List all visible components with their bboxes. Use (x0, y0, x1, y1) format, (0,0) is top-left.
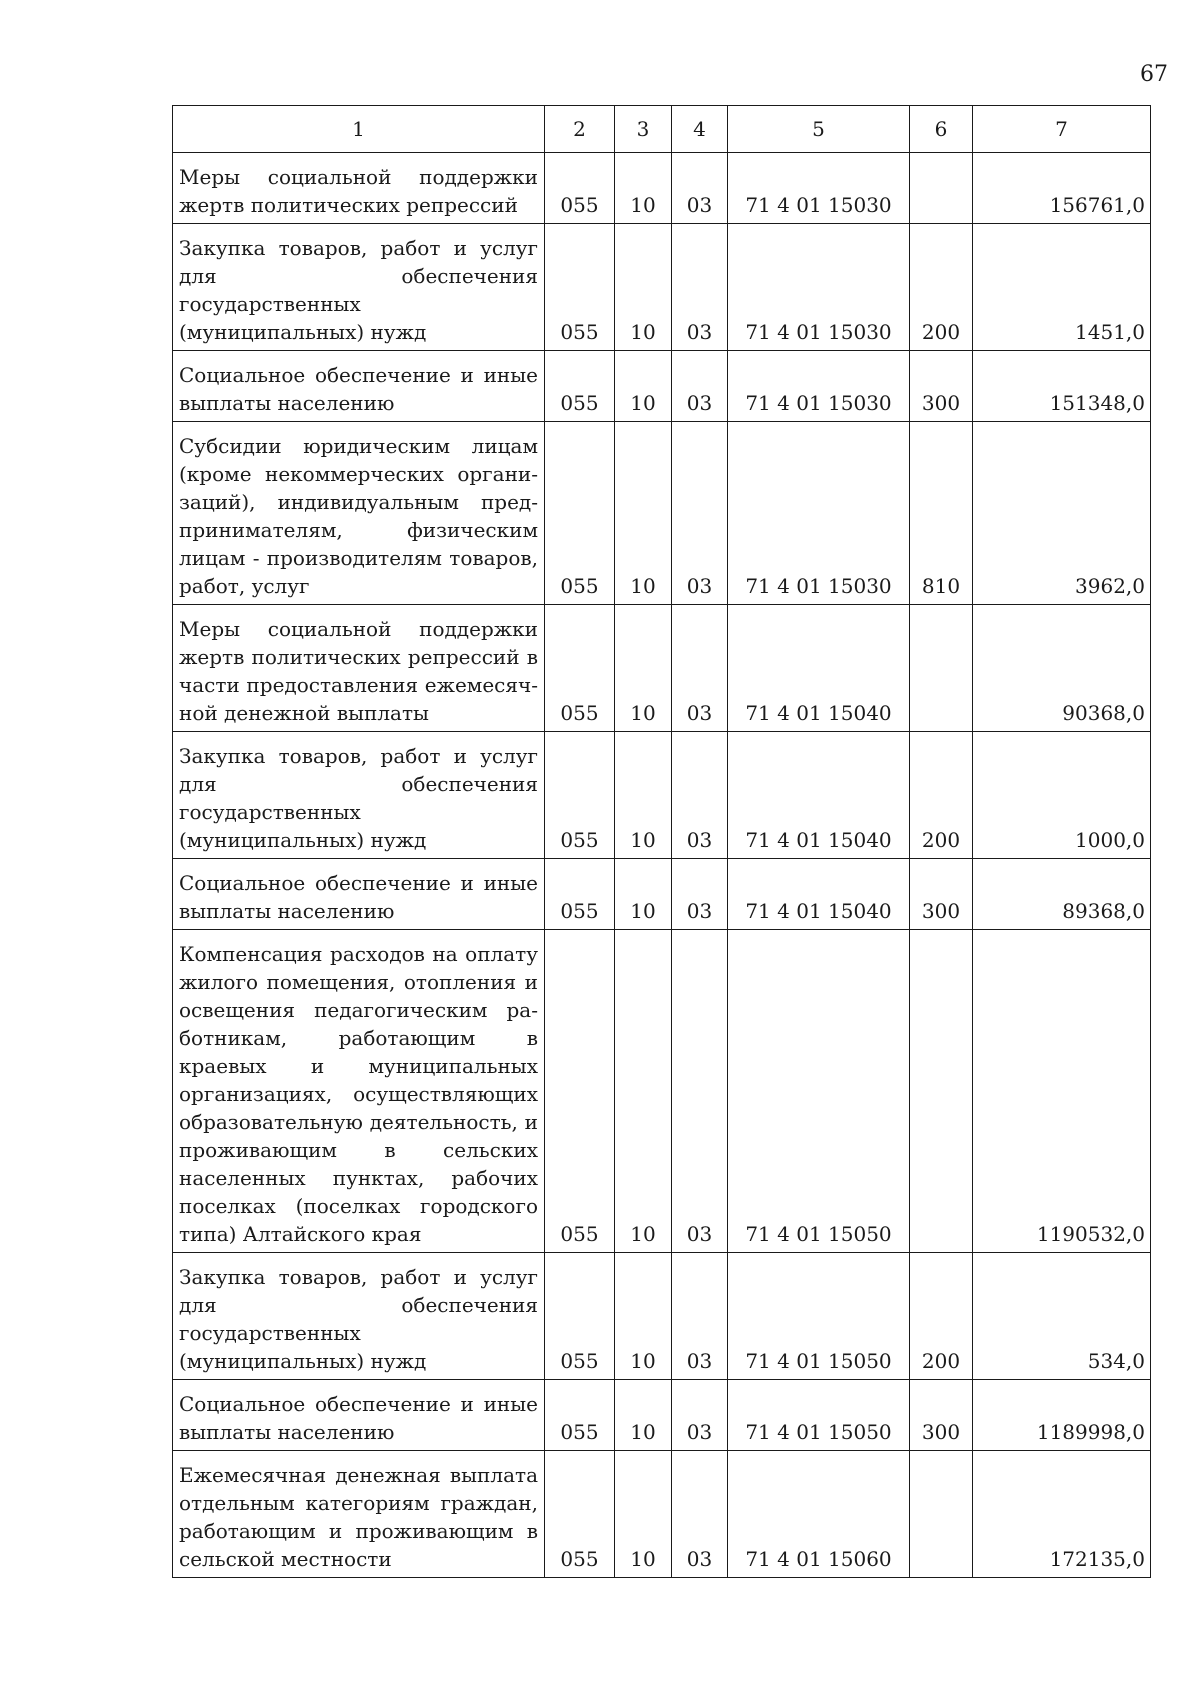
row-subsection: 03 (672, 422, 728, 605)
row-target-code: 71 4 01 15050 (728, 1380, 910, 1451)
table-row (173, 732, 1151, 859)
row-expense-type: 300 (910, 1380, 973, 1451)
row-expense-type (910, 930, 973, 1253)
row-amount: 1451,0 (973, 224, 1151, 351)
page-number: 67 (1140, 62, 1168, 87)
row-expense-type: 810 (910, 422, 973, 605)
table-row (173, 1380, 1151, 1451)
row-expense-type: 300 (910, 859, 973, 930)
row-name: Меры социальной поддержки жертв политических репрессий в части предоставления ежемесячной денежной выплаты (173, 605, 545, 732)
row-target-code: 71 4 01 15030 (728, 224, 910, 351)
table-row (173, 1451, 1151, 1578)
row-section: 10 (615, 930, 672, 1253)
row-name: Компенсация расходов на оплату жилого помещения, отопления и освещения педагогическим работникам, работающим в краевых и муниципальных организациях, осуществляющих образовательную деятельность, и проживающим в сельских населенных пунктах, рабочих поселках (поселках городского типа) Алтайского края (173, 930, 545, 1253)
row-section: 10 (615, 1253, 672, 1380)
row-section: 10 (615, 351, 672, 422)
budget-table (172, 105, 1151, 1578)
row-amount: 3962,0 (973, 422, 1151, 605)
row-amount: 89368,0 (973, 859, 1151, 930)
header-col-4: 4 (672, 106, 728, 153)
table-row (173, 1253, 1151, 1380)
header-col-7: 7 (973, 106, 1151, 153)
row-admin-code: 055 (545, 1451, 615, 1578)
row-target-code: 71 4 01 15030 (728, 351, 910, 422)
row-target-code: 71 4 01 15030 (728, 422, 910, 605)
row-expense-type (910, 1451, 973, 1578)
row-expense-type: 200 (910, 732, 973, 859)
table-row (173, 605, 1151, 732)
table-row (173, 224, 1151, 351)
row-admin-code: 055 (545, 422, 615, 605)
row-subsection: 03 (672, 732, 728, 859)
row-target-code: 71 4 01 15040 (728, 859, 910, 930)
row-amount: 172135,0 (973, 1451, 1151, 1578)
row-section: 10 (615, 732, 672, 859)
row-subsection: 03 (672, 605, 728, 732)
row-subsection: 03 (672, 224, 728, 351)
row-subsection: 03 (672, 153, 728, 224)
row-target-code: 71 4 01 15030 (728, 153, 910, 224)
row-amount: 156761,0 (973, 153, 1151, 224)
row-target-code: 71 4 01 15050 (728, 1253, 910, 1380)
row-subsection: 03 (672, 1380, 728, 1451)
row-name: Субсидии юридическим лицам (кроме некоммерческих организаций), индивидуальным предпринимателям, физическим лицам - производителям товаров, работ, услуг (173, 422, 545, 605)
row-amount: 151348,0 (973, 351, 1151, 422)
row-section: 10 (615, 1380, 672, 1451)
table-row (173, 153, 1151, 224)
row-subsection: 03 (672, 351, 728, 422)
table-row (173, 859, 1151, 930)
header-col-5: 5 (728, 106, 910, 153)
row-name: Социальное обеспечение и иные выплаты населению (173, 1380, 545, 1451)
row-amount: 1190532,0 (973, 930, 1151, 1253)
row-section: 10 (615, 422, 672, 605)
row-admin-code: 055 (545, 224, 615, 351)
header-col-6: 6 (910, 106, 973, 153)
row-target-code: 71 4 01 15050 (728, 930, 910, 1253)
row-name: Закупка товаров, работ и услуг для обеспечения государственных (муниципальных) нужд (173, 732, 545, 859)
row-expense-type: 200 (910, 224, 973, 351)
row-expense-type (910, 605, 973, 732)
table-row (173, 422, 1151, 605)
header-col-2: 2 (545, 106, 615, 153)
row-amount: 1000,0 (973, 732, 1151, 859)
table-body (173, 153, 1151, 1578)
header-col-1: 1 (173, 106, 545, 153)
row-section: 10 (615, 153, 672, 224)
row-target-code: 71 4 01 15060 (728, 1451, 910, 1578)
row-subsection: 03 (672, 930, 728, 1253)
table-header (173, 106, 1151, 153)
table-row (173, 351, 1151, 422)
row-name: Закупка товаров, работ и услуг для обеспечения государственных (муниципальных) нужд (173, 224, 545, 351)
row-section: 10 (615, 1451, 672, 1578)
header-row (173, 106, 1151, 153)
row-admin-code: 055 (545, 732, 615, 859)
row-amount: 90368,0 (973, 605, 1151, 732)
row-name: Социальное обеспечение и иные выплаты населению (173, 859, 545, 930)
header-col-3: 3 (615, 106, 672, 153)
row-admin-code: 055 (545, 605, 615, 732)
row-name: Социальное обеспечение и иные выплаты населению (173, 351, 545, 422)
table-row (173, 930, 1151, 1253)
row-admin-code: 055 (545, 351, 615, 422)
row-section: 10 (615, 859, 672, 930)
row-admin-code: 055 (545, 859, 615, 930)
row-amount: 534,0 (973, 1253, 1151, 1380)
row-admin-code: 055 (545, 153, 615, 224)
row-name: Закупка товаров, работ и услуг для обеспечения государственных (муниципальных) нужд (173, 1253, 545, 1380)
row-subsection: 03 (672, 1451, 728, 1578)
row-expense-type: 200 (910, 1253, 973, 1380)
row-target-code: 71 4 01 15040 (728, 732, 910, 859)
row-name: Меры социальной поддержки жертв политических репрессий (173, 153, 545, 224)
row-expense-type: 300 (910, 351, 973, 422)
row-subsection: 03 (672, 859, 728, 930)
row-target-code: 71 4 01 15040 (728, 605, 910, 732)
row-admin-code: 055 (545, 1253, 615, 1380)
row-expense-type (910, 153, 973, 224)
row-admin-code: 055 (545, 1380, 615, 1451)
row-admin-code: 055 (545, 930, 615, 1253)
row-section: 10 (615, 605, 672, 732)
row-subsection: 03 (672, 1253, 728, 1380)
row-name: Ежемесячная денежная выплата отдельным категориям граждан, работающим и проживающим в сельской местности (173, 1451, 545, 1578)
row-section: 10 (615, 224, 672, 351)
row-amount: 1189998,0 (973, 1380, 1151, 1451)
